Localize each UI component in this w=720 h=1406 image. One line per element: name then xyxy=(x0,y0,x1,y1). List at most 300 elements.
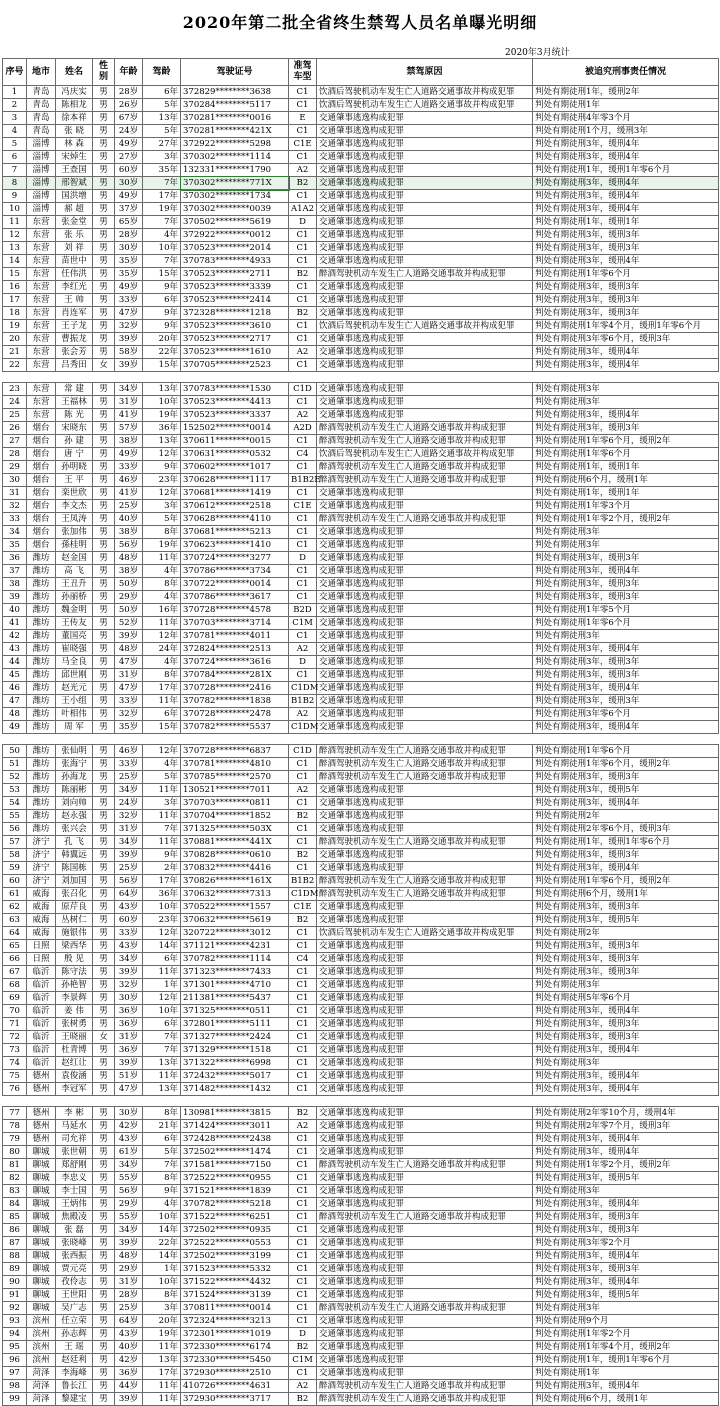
row-gender[interactable]: 男 xyxy=(93,940,115,953)
row-city[interactable]: 济宁 xyxy=(27,836,56,849)
row-vehicle-class[interactable]: B2D xyxy=(289,604,317,617)
row-city[interactable]: 聊城 xyxy=(27,1224,56,1237)
row-index[interactable]: 83 xyxy=(3,1185,27,1198)
row-gender[interactable]: 男 xyxy=(93,1224,115,1237)
row-gender[interactable]: 男 xyxy=(93,320,115,333)
row-license-number[interactable]: 370523********2414 xyxy=(181,294,289,307)
row-vehicle-class[interactable]: B2 xyxy=(289,849,317,862)
row-age[interactable]: 58岁 xyxy=(115,346,143,359)
row-ban-reason[interactable]: 交通肇事逃逸构成犯罪 xyxy=(317,1185,533,1198)
row-penalty[interactable]: 判处有期徒刑3年 xyxy=(533,396,719,409)
row-index[interactable]: 13 xyxy=(3,242,27,255)
row-age[interactable]: 34岁 xyxy=(115,784,143,797)
row-gender[interactable]: 男 xyxy=(93,513,115,526)
row-gender[interactable]: 男 xyxy=(93,487,115,500)
row-license-number[interactable]: 372922********0012 xyxy=(181,229,289,242)
row-city[interactable]: 威海 xyxy=(27,914,56,927)
row-penalty[interactable]: 判处有期徒刑3年，缓刑3年 xyxy=(533,695,719,708)
row-ban-reason[interactable]: 交通肇事逃逸构成犯罪 xyxy=(317,1224,533,1237)
row-penalty[interactable]: 判处有期徒刑1年零6个月，缓刑2年 xyxy=(533,435,719,448)
row-driving-years[interactable]: 22年 xyxy=(143,1237,181,1250)
row-driving-years[interactable]: 27年 xyxy=(143,138,181,151)
row-gender[interactable]: 男 xyxy=(93,1133,115,1146)
row-age[interactable]: 34岁 xyxy=(115,383,143,396)
row-age[interactable]: 60岁 xyxy=(115,164,143,177)
row-penalty[interactable]: 判处有期徒刑3年，缓刑3年 xyxy=(533,656,719,669)
row-ban-reason[interactable]: 交通肇事逃逸构成犯罪 xyxy=(317,810,533,823)
row-license-number[interactable]: 370523********3339 xyxy=(181,281,289,294)
row-driving-years[interactable]: 11年 xyxy=(143,966,181,979)
row-driving-years[interactable]: 12年 xyxy=(143,745,181,758)
row-penalty[interactable]: 判处有期徒刑3年，缓刑3年 xyxy=(533,229,719,242)
row-gender[interactable]: 男 xyxy=(93,966,115,979)
row-name[interactable]: 张 晓 xyxy=(56,125,93,138)
row-license-number[interactable]: 370724********3616 xyxy=(181,656,289,669)
row-name[interactable]: 梁西华 xyxy=(56,940,93,953)
row-driving-years[interactable]: 8年 xyxy=(143,1172,181,1185)
row-city[interactable]: 东营 xyxy=(27,255,56,268)
row-age[interactable]: 34岁 xyxy=(115,1224,143,1237)
row-name[interactable]: 王 帅 xyxy=(56,294,93,307)
row-ban-reason[interactable]: 交通肇事逃逸构成犯罪 xyxy=(317,539,533,552)
row-age[interactable]: 42岁 xyxy=(115,1120,143,1133)
row-ban-reason[interactable]: 交通肇事逃逸构成犯罪 xyxy=(317,966,533,979)
row-ban-reason[interactable]: 醉酒驾驶机动车发生亡人道路交通事故并构成犯罪 xyxy=(317,513,533,526)
row-name[interactable]: 张晓峰 xyxy=(56,1237,93,1250)
row-age[interactable]: 24岁 xyxy=(115,125,143,138)
row-index[interactable]: 96 xyxy=(3,1354,27,1367)
row-age[interactable]: 56岁 xyxy=(115,539,143,552)
row-age[interactable]: 64岁 xyxy=(115,1315,143,1328)
row-license-number[interactable]: 370281********0016 xyxy=(181,112,289,125)
row-license-number[interactable]: 370783********4933 xyxy=(181,255,289,268)
row-license-number[interactable]: 371323********7433 xyxy=(181,966,289,979)
row-penalty[interactable]: 判处有期徒刑3年，缓刑3年 xyxy=(533,552,719,565)
row-driving-years[interactable]: 21年 xyxy=(143,1120,181,1133)
row-vehicle-class[interactable]: C1 xyxy=(289,862,317,875)
row-driving-years[interactable]: 4年 xyxy=(143,565,181,578)
row-penalty[interactable]: 判处有期徒刑3年，缓刑5年 xyxy=(533,914,719,927)
row-ban-reason[interactable]: 交通肇事逃逸构成犯罪 xyxy=(317,359,533,372)
row-gender[interactable]: 男 xyxy=(93,656,115,669)
row-vehicle-class[interactable]: C1 xyxy=(289,1070,317,1083)
row-age[interactable]: 32岁 xyxy=(115,708,143,721)
row-penalty[interactable]: 判处有期徒刑3年，缓刑3年 xyxy=(533,1224,719,1237)
row-license-number[interactable]: 371329********1518 xyxy=(181,1044,289,1057)
row-name[interactable]: 赵红让 xyxy=(56,1057,93,1070)
row-gender[interactable]: 男 xyxy=(93,1198,115,1211)
row-driving-years[interactable]: 22年 xyxy=(143,346,181,359)
row-license-number[interactable]: 370502********5619 xyxy=(181,216,289,229)
row-age[interactable]: 43岁 xyxy=(115,1133,143,1146)
row-ban-reason[interactable]: 交通肇事逃逸构成犯罪 xyxy=(317,1044,533,1057)
row-vehicle-class[interactable]: B2 xyxy=(289,1107,317,1120)
row-index[interactable]: 81 xyxy=(3,1159,27,1172)
row-age[interactable]: 26岁 xyxy=(115,99,143,112)
row-gender[interactable]: 男 xyxy=(93,1276,115,1289)
row-vehicle-class[interactable]: C1 xyxy=(289,1237,317,1250)
row-ban-reason[interactable]: 交通肇事逃逸构成犯罪 xyxy=(317,901,533,914)
row-vehicle-class[interactable]: B2 xyxy=(289,307,317,320)
row-ban-reason[interactable]: 交通肇事逃逸构成犯罪 xyxy=(317,1070,533,1083)
row-vehicle-class[interactable]: B2 xyxy=(289,1341,317,1354)
row-age[interactable]: 30岁 xyxy=(115,177,143,190)
row-name[interactable]: 曹振龙 xyxy=(56,333,93,346)
row-city[interactable]: 聊城 xyxy=(27,1172,56,1185)
row-license-number[interactable]: 371522********4432 xyxy=(181,1276,289,1289)
row-gender[interactable]: 男 xyxy=(93,708,115,721)
row-index[interactable]: 20 xyxy=(3,333,27,346)
row-license-number[interactable]: 370523********3610 xyxy=(181,320,289,333)
row-age[interactable]: 48岁 xyxy=(115,643,143,656)
row-index[interactable]: 21 xyxy=(3,346,27,359)
row-index[interactable]: 33 xyxy=(3,513,27,526)
row-vehicle-class[interactable]: C1DM xyxy=(289,888,317,901)
row-penalty[interactable]: 判处有期徒刑1年，缓刑1年 xyxy=(533,461,719,474)
row-index[interactable]: 31 xyxy=(3,487,27,500)
row-penalty[interactable]: 判处有期徒刑1个月，缓刑3年 xyxy=(533,125,719,138)
row-ban-reason[interactable]: 交通肇事逃逸构成犯罪 xyxy=(317,940,533,953)
row-index[interactable]: 86 xyxy=(3,1224,27,1237)
row-city[interactable]: 潍坊 xyxy=(27,810,56,823)
row-city[interactable]: 潍坊 xyxy=(27,771,56,784)
row-penalty[interactable]: 判处有期徒刑3年，缓刑4年 xyxy=(533,721,719,734)
row-ban-reason[interactable]: 交通肇事逃逸构成犯罪 xyxy=(317,604,533,617)
row-driving-years[interactable]: 10年 xyxy=(143,1005,181,1018)
row-city[interactable]: 淄博 xyxy=(27,164,56,177)
row-city[interactable]: 烟台 xyxy=(27,422,56,435)
row-name[interactable]: 叶相伟 xyxy=(56,708,93,721)
row-ban-reason[interactable]: 饮酒后驾驶机动车发生亡人道路交通事故并构成犯罪 xyxy=(317,927,533,940)
row-index[interactable]: 61 xyxy=(3,888,27,901)
row-index[interactable]: 25 xyxy=(3,409,27,422)
row-gender[interactable]: 男 xyxy=(93,500,115,513)
row-vehicle-class[interactable]: C1 xyxy=(289,578,317,591)
row-age[interactable]: 28岁 xyxy=(115,229,143,242)
row-vehicle-class[interactable]: C1 xyxy=(289,539,317,552)
row-index[interactable]: 12 xyxy=(3,229,27,242)
row-penalty[interactable]: 判处有期徒刑6个月，缓刑1年 xyxy=(533,474,719,487)
row-name[interactable]: 宋晓东 xyxy=(56,422,93,435)
row-ban-reason[interactable]: 交通肇事逃逸构成犯罪 xyxy=(317,216,533,229)
row-city[interactable]: 德州 xyxy=(27,1083,56,1096)
row-gender[interactable]: 男 xyxy=(93,1341,115,1354)
row-city[interactable]: 烟台 xyxy=(27,539,56,552)
row-gender[interactable]: 男 xyxy=(93,346,115,359)
row-gender[interactable]: 男 xyxy=(93,125,115,138)
row-city[interactable]: 东营 xyxy=(27,294,56,307)
row-index[interactable]: 97 xyxy=(3,1367,27,1380)
row-license-number[interactable]: 370523********3337 xyxy=(181,409,289,422)
row-gender[interactable]: 男 xyxy=(93,435,115,448)
row-driving-years[interactable]: 19年 xyxy=(143,1328,181,1341)
row-penalty[interactable]: 判处有期徒刑3年，缓刑3年 xyxy=(533,966,719,979)
row-driving-years[interactable]: 3年 xyxy=(143,797,181,810)
row-name[interactable]: 陈守法 xyxy=(56,966,93,979)
row-gender[interactable]: 男 xyxy=(93,669,115,682)
row-city[interactable]: 济宁 xyxy=(27,862,56,875)
row-driving-years[interactable]: 20年 xyxy=(143,1315,181,1328)
row-penalty[interactable]: 判处有期徒刑3年 xyxy=(533,539,719,552)
row-vehicle-class[interactable]: C1D xyxy=(289,383,317,396)
row-driving-years[interactable]: 7年 xyxy=(143,1031,181,1044)
row-age[interactable]: 31岁 xyxy=(115,1276,143,1289)
row-index[interactable]: 71 xyxy=(3,1018,27,1031)
row-driving-years[interactable]: 3年 xyxy=(143,1302,181,1315)
row-age[interactable]: 46岁 xyxy=(115,745,143,758)
row-gender[interactable]: 男 xyxy=(93,927,115,940)
row-ban-reason[interactable]: 饮酒后驾驶机动车发生亡人道路交通事故并构成犯罪 xyxy=(317,320,533,333)
row-license-number[interactable]: 370611********0015 xyxy=(181,435,289,448)
row-city[interactable]: 东营 xyxy=(27,242,56,255)
row-gender[interactable]: 男 xyxy=(93,1083,115,1096)
row-penalty[interactable]: 判处有期徒刑3年，缓刑4年 xyxy=(533,1070,719,1083)
row-name[interactable]: 刘向帅 xyxy=(56,797,93,810)
row-ban-reason[interactable]: 饮酒后驾驶机动车发生亡人道路交通事故并构成犯罪 xyxy=(317,86,533,99)
row-city[interactable]: 临沂 xyxy=(27,966,56,979)
row-index[interactable]: 53 xyxy=(3,784,27,797)
row-city[interactable]: 潍坊 xyxy=(27,617,56,630)
row-driving-years[interactable]: 13年 xyxy=(143,435,181,448)
row-index[interactable]: 85 xyxy=(3,1211,27,1224)
row-city[interactable]: 潍坊 xyxy=(27,695,56,708)
row-license-number[interactable]: 372301********1019 xyxy=(181,1328,289,1341)
row-vehicle-class[interactable]: C1 xyxy=(289,1276,317,1289)
row-penalty[interactable]: 判处有期徒刑3年零2个月 xyxy=(533,1237,719,1250)
row-index[interactable]: 9 xyxy=(3,190,27,203)
row-license-number[interactable]: 370785********2570 xyxy=(181,771,289,784)
row-gender[interactable]: 男 xyxy=(93,823,115,836)
row-vehicle-class[interactable]: C1 xyxy=(289,190,317,203)
row-vehicle-class[interactable]: B2 xyxy=(289,914,317,927)
row-driving-years[interactable]: 36年 xyxy=(143,422,181,435)
row-name[interactable]: 王小组 xyxy=(56,695,93,708)
row-gender[interactable]: 男 xyxy=(93,979,115,992)
row-penalty[interactable]: 判处有期徒刑9个月 xyxy=(533,1315,719,1328)
row-penalty[interactable]: 判处有期徒刑3年，缓刑3年 xyxy=(533,1031,719,1044)
row-age[interactable]: 65岁 xyxy=(115,216,143,229)
row-penalty[interactable]: 判处有期徒刑3年 xyxy=(533,1302,719,1315)
row-gender[interactable]: 男 xyxy=(93,448,115,461)
row-ban-reason[interactable]: 醉酒驾驶机动车发生亡人道路交通事故并构成犯罪 xyxy=(317,422,533,435)
row-name[interactable]: 张世朝 xyxy=(56,1146,93,1159)
row-index[interactable]: 14 xyxy=(3,255,27,268)
row-vehicle-class[interactable]: C1 xyxy=(289,1005,317,1018)
row-age[interactable]: 28岁 xyxy=(115,86,143,99)
row-gender[interactable]: 男 xyxy=(93,461,115,474)
row-gender[interactable]: 男 xyxy=(93,383,115,396)
row-license-number[interactable]: 370703********3714 xyxy=(181,617,289,630)
row-ban-reason[interactable]: 交通肇事逃逸构成犯罪 xyxy=(317,229,533,242)
row-license-number[interactable]: 370681********1419 xyxy=(181,487,289,500)
row-license-number[interactable]: 370781********4810 xyxy=(181,758,289,771)
row-vehicle-class[interactable]: C1 xyxy=(289,992,317,1005)
row-license-number[interactable]: 370628********1117 xyxy=(181,474,289,487)
row-name[interactable]: 李忠义 xyxy=(56,1172,93,1185)
row-age[interactable]: 32岁 xyxy=(115,320,143,333)
row-ban-reason[interactable]: 交通肇事逃逸构成犯罪 xyxy=(317,1367,533,1380)
row-ban-reason[interactable]: 交通肇事逃逸构成犯罪 xyxy=(317,1315,533,1328)
row-index[interactable]: 4 xyxy=(3,125,27,138)
row-city[interactable]: 东营 xyxy=(27,229,56,242)
row-penalty[interactable]: 判处有期徒刑3年，缓刑4年 xyxy=(533,1044,719,1057)
row-license-number[interactable]: 371521********1839 xyxy=(181,1185,289,1198)
row-city[interactable]: 潍坊 xyxy=(27,784,56,797)
row-driving-years[interactable]: 11年 xyxy=(143,552,181,565)
row-age[interactable]: 52岁 xyxy=(115,617,143,630)
row-vehicle-class[interactable]: C1 xyxy=(289,1018,317,1031)
row-ban-reason[interactable]: 交通肇事逃逸构成犯罪 xyxy=(317,1146,533,1159)
row-city[interactable]: 淄博 xyxy=(27,203,56,216)
row-driving-years[interactable]: 17年 xyxy=(143,875,181,888)
row-gender[interactable]: 男 xyxy=(93,1250,115,1263)
row-city[interactable]: 烟台 xyxy=(27,461,56,474)
row-penalty[interactable]: 判处有期徒刑3年，缓刑3年 xyxy=(533,422,719,435)
row-city[interactable]: 东营 xyxy=(27,396,56,409)
row-ban-reason[interactable]: 交通肇事逃逸构成犯罪 xyxy=(317,1354,533,1367)
row-driving-years[interactable]: 16年 xyxy=(143,604,181,617)
row-penalty[interactable]: 判处有期徒刑3年，缓刑3年 xyxy=(533,591,719,604)
row-gender[interactable]: 男 xyxy=(93,888,115,901)
row-name[interactable]: 张西振 xyxy=(56,1250,93,1263)
row-penalty[interactable]: 判处有期徒刑5年零6个月 xyxy=(533,992,719,1005)
row-name[interactable]: 刘 祥 xyxy=(56,242,93,255)
row-index[interactable]: 62 xyxy=(3,901,27,914)
row-city[interactable]: 临沂 xyxy=(27,1031,56,1044)
row-city[interactable]: 青岛 xyxy=(27,86,56,99)
row-index[interactable]: 55 xyxy=(3,810,27,823)
row-driving-years[interactable]: 3年 xyxy=(143,151,181,164)
row-age[interactable]: 43岁 xyxy=(115,901,143,914)
row-index[interactable]: 36 xyxy=(3,552,27,565)
row-index[interactable]: 49 xyxy=(3,721,27,734)
row-vehicle-class[interactable]: A2 xyxy=(289,1120,317,1133)
row-vehicle-class[interactable]: B2 xyxy=(289,177,317,190)
row-ban-reason[interactable]: 交通肇事逃逸构成犯罪 xyxy=(317,992,533,1005)
row-age[interactable]: 33岁 xyxy=(115,294,143,307)
row-index[interactable]: 24 xyxy=(3,396,27,409)
row-age[interactable]: 40岁 xyxy=(115,1341,143,1354)
row-license-number[interactable]: 372328********1218 xyxy=(181,307,289,320)
row-name[interactable]: 任立荣 xyxy=(56,1315,93,1328)
row-license-number[interactable]: 132331********1790 xyxy=(181,164,289,177)
row-vehicle-class[interactable]: C1 xyxy=(289,758,317,771)
row-index[interactable]: 17 xyxy=(3,294,27,307)
row-city[interactable]: 潍坊 xyxy=(27,591,56,604)
row-vehicle-class[interactable]: C1 xyxy=(289,435,317,448)
row-name[interactable]: 董国亮 xyxy=(56,630,93,643)
row-penalty[interactable]: 判处有期徒刑3年，缓刑3年 xyxy=(533,849,719,862)
row-age[interactable]: 33岁 xyxy=(115,927,143,940)
row-driving-years[interactable]: 1年 xyxy=(143,979,181,992)
row-license-number[interactable]: 372522********0955 xyxy=(181,1172,289,1185)
row-name[interactable]: 吴广志 xyxy=(56,1302,93,1315)
row-gender[interactable]: 男 xyxy=(93,539,115,552)
row-age[interactable]: 36岁 xyxy=(115,1044,143,1057)
row-gender[interactable]: 男 xyxy=(93,758,115,771)
row-penalty[interactable]: 判处有期徒刑3年，缓刑3年 xyxy=(533,578,719,591)
row-gender[interactable]: 男 xyxy=(93,1146,115,1159)
row-age[interactable]: 61岁 xyxy=(115,1146,143,1159)
row-driving-years[interactable]: 6年 xyxy=(143,953,181,966)
row-license-number[interactable]: 370523********4413 xyxy=(181,396,289,409)
row-ban-reason[interactable]: 交通肇事逃逸构成犯罪 xyxy=(317,307,533,320)
row-vehicle-class[interactable]: C1 xyxy=(289,1211,317,1224)
row-driving-years[interactable]: 6年 xyxy=(143,86,181,99)
row-vehicle-class[interactable]: C1 xyxy=(289,1044,317,1057)
row-license-number[interactable]: 372330********5450 xyxy=(181,1354,289,1367)
row-city[interactable]: 东营 xyxy=(27,409,56,422)
row-driving-years[interactable]: 5年 xyxy=(143,513,181,526)
row-penalty[interactable]: 判处有期徒刑3年，缓刑4年 xyxy=(533,797,719,810)
row-ban-reason[interactable]: 交通肇事逃逸构成犯罪 xyxy=(317,500,533,513)
row-index[interactable]: 68 xyxy=(3,979,27,992)
row-driving-years[interactable]: 11年 xyxy=(143,695,181,708)
row-age[interactable]: 30岁 xyxy=(115,1107,143,1120)
row-penalty[interactable]: 判处有期徒刑3年，缓刑4年 xyxy=(533,255,719,268)
row-index[interactable]: 15 xyxy=(3,268,27,281)
row-license-number[interactable]: 370523********2717 xyxy=(181,333,289,346)
row-city[interactable]: 聊城 xyxy=(27,1146,56,1159)
row-name[interactable]: 马全良 xyxy=(56,656,93,669)
row-vehicle-class[interactable]: C1 xyxy=(289,396,317,409)
row-driving-years[interactable]: 19年 xyxy=(143,539,181,552)
row-index[interactable]: 82 xyxy=(3,1172,27,1185)
row-driving-years[interactable]: 8年 xyxy=(143,1107,181,1120)
row-gender[interactable]: 男 xyxy=(93,333,115,346)
row-penalty[interactable]: 判处有期徒刑2年 xyxy=(533,810,719,823)
row-age[interactable]: 25岁 xyxy=(115,862,143,875)
row-ban-reason[interactable]: 交通肇事逃逸构成犯罪 xyxy=(317,125,533,138)
row-age[interactable]: 51岁 xyxy=(115,1070,143,1083)
row-index[interactable]: 69 xyxy=(3,992,27,1005)
row-driving-years[interactable]: 35年 xyxy=(143,164,181,177)
row-license-number[interactable]: 370728********6837 xyxy=(181,745,289,758)
row-ban-reason[interactable]: 醉酒驾驶机动车发生亡人道路交通事故并构成犯罪 xyxy=(317,474,533,487)
row-vehicle-class[interactable]: D xyxy=(289,656,317,669)
row-gender[interactable]: 男 xyxy=(93,112,115,125)
row-index[interactable]: 80 xyxy=(3,1146,27,1159)
row-age[interactable]: 35岁 xyxy=(115,721,143,734)
row-age[interactable]: 39岁 xyxy=(115,849,143,862)
row-ban-reason[interactable]: 交通肇事逃逸构成犯罪 xyxy=(317,708,533,721)
row-license-number[interactable]: 370623********1410 xyxy=(181,539,289,552)
row-gender[interactable]: 男 xyxy=(93,1018,115,1031)
row-ban-reason[interactable]: 交通肇事逃逸构成犯罪 xyxy=(317,721,533,734)
row-name[interactable]: 邢智斌 xyxy=(56,177,93,190)
row-penalty[interactable]: 判处有期徒刑3年，缓刑3年 xyxy=(533,1018,719,1031)
row-penalty[interactable]: 判处有期徒刑3年 xyxy=(533,526,719,539)
row-city[interactable]: 潍坊 xyxy=(27,565,56,578)
row-driving-years[interactable]: 8年 xyxy=(143,578,181,591)
row-vehicle-class[interactable]: A2 xyxy=(289,346,317,359)
row-ban-reason[interactable]: 醉酒驾驶机动车发生亡人道路交通事故并构成犯罪 xyxy=(317,1393,533,1406)
row-name[interactable]: 张金堂 xyxy=(56,216,93,229)
row-ban-reason[interactable]: 交通肇事逃逸构成犯罪 xyxy=(317,409,533,422)
row-license-number[interactable]: 410726********4631 xyxy=(181,1380,289,1393)
row-vehicle-class[interactable]: C1 xyxy=(289,526,317,539)
row-driving-years[interactable]: 36年 xyxy=(143,888,181,901)
row-index[interactable]: 98 xyxy=(3,1380,27,1393)
row-driving-years[interactable]: 14年 xyxy=(143,1250,181,1263)
row-age[interactable]: 56岁 xyxy=(115,1185,143,1198)
row-name[interactable]: 张海宁 xyxy=(56,758,93,771)
row-index[interactable]: 77 xyxy=(3,1107,27,1120)
row-city[interactable]: 潍坊 xyxy=(27,578,56,591)
row-penalty[interactable]: 判处有期徒刑3年，缓刑4年 xyxy=(533,138,719,151)
row-ban-reason[interactable]: 交通肇事逃逸构成犯罪 xyxy=(317,630,533,643)
row-city[interactable]: 聊城 xyxy=(27,1289,56,1302)
